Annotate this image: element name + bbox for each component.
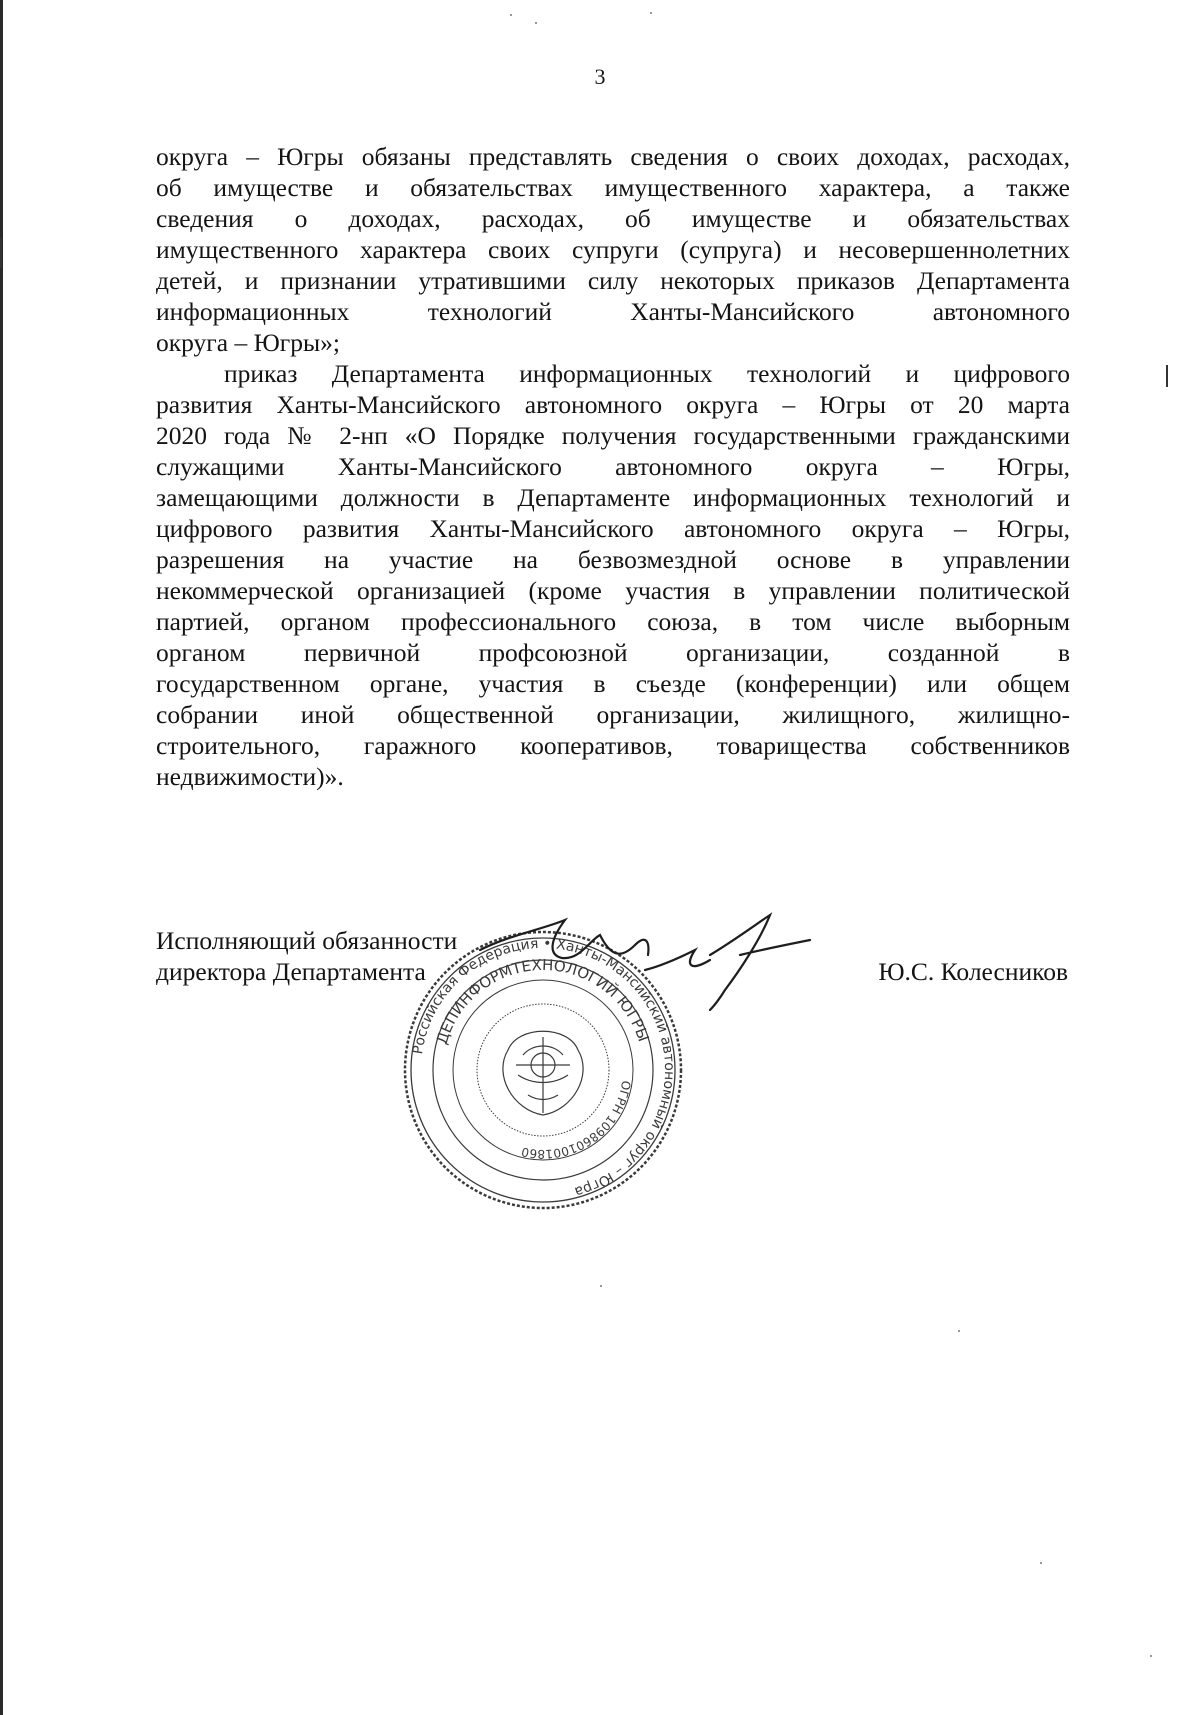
text-line: об имуществе и обязательствах имущественного характера, а также	[156, 173, 1070, 202]
text-line: партией, органом профессионального союза, в том числе выборным	[156, 607, 1070, 636]
scan-speck	[600, 1285, 602, 1287]
text-line: цифрового развития Ханты-Мансийского автономного округа – Югры,	[156, 514, 1070, 543]
page-number: 3	[594, 64, 606, 89]
seal-middle-text: ДЕПИНФОРМТЕХНОЛОГИЙ ЮГРЫ	[432, 955, 653, 1047]
paragraph-2	[156, 358, 1070, 792]
scan-mark	[1166, 365, 1168, 387]
text-line: служащими Ханты-Мансийского автономного округа – Югры,	[156, 452, 1070, 481]
text-line: округа – Югры обязаны представлять сведения о своих доходах, расходах,	[156, 142, 1070, 171]
text-line: 2020 года № 2-нп «О Порядке получения государственными гражданскими	[156, 421, 1070, 450]
scan-mark	[0, 238, 2, 268]
text-line: имущественного характера своих супруги (супруга) и несовершеннолетних	[156, 235, 1070, 264]
text-line: информационных технологий Ханты-Мансийского автономного	[156, 297, 1070, 326]
text-line: строительного, гаражного кооперативов, товарищества собственников	[156, 731, 1070, 760]
signature-position-line-1: Исполняющий обязанности	[156, 926, 458, 955]
text-line: органом первичной профсоюзной организации, созданной в	[156, 638, 1070, 667]
text-line: детей, и признании утратившими силу некоторых приказов Департамента	[156, 266, 1070, 295]
handwritten-signature	[470, 910, 820, 1020]
text-line: развития Ханты-Мансийского автономного округа – Югры от 20 марта	[156, 390, 1070, 419]
text-line: разрешения на участие на безвозмездной основе в управлении	[156, 545, 1070, 574]
scan-speck	[535, 22, 537, 24]
seal-emblem	[503, 1031, 583, 1115]
scan-speck	[1150, 1655, 1152, 1657]
text-line: некоммерческой организацией (кроме участия в управлении политической	[156, 576, 1070, 605]
seal-outer-text: Российская Федерация • Ханты-Мансийский автономный округ – Югра	[410, 935, 678, 1200]
paragraph-1	[156, 141, 1070, 358]
text-line: сведения о доходах, расходах, об имуществе и обязательствах	[156, 204, 1070, 233]
signature-position-line-2: директора Департамента	[156, 957, 426, 986]
text-line: недвижимости)».	[156, 762, 344, 791]
seal-ogrn-text: ОГРН 1098601001860	[520, 1079, 634, 1162]
scan-speck	[510, 14, 512, 16]
scan-speck	[1040, 1562, 1042, 1564]
scan-speck	[958, 1330, 960, 1332]
scan-speck	[650, 12, 652, 14]
document-body	[156, 141, 1070, 792]
text-line: округа – Югры»;	[156, 328, 340, 357]
text-line: государственном органе, участия в съезде (конференции) или общем	[156, 669, 1070, 698]
text-line: приказ Департамента информационных технологий и цифрового	[224, 359, 1070, 388]
signer-name: Ю.С. Колесников	[878, 957, 1068, 986]
text-line: замещающими должности в Департаменте информационных технологий и	[156, 483, 1070, 512]
text-line: собрании иной общественной организации, жилищного, жилищно-	[156, 700, 1070, 729]
